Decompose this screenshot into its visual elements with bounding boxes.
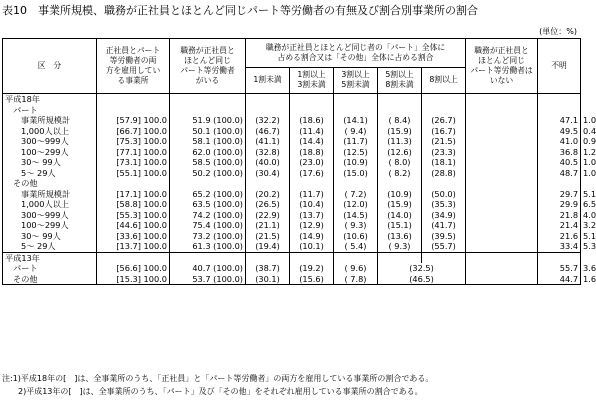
table-cell	[466, 136, 538, 147]
table-cell: 40.5	[538, 157, 581, 168]
header-none: 職務が正社員と ほとんど同じ パート等労働者は いない	[466, 39, 538, 94]
table-cell: 55.7	[538, 263, 581, 274]
header-sub-5: 8割以上	[422, 67, 466, 93]
table-cell: 65.2 (100.0)	[170, 189, 246, 200]
table-cell	[538, 178, 581, 189]
table-cell: (15.6)	[290, 274, 334, 285]
table-cell: (46.7)	[246, 126, 290, 137]
header-sub-4: 5割以上 8割未満	[378, 67, 422, 93]
table-cell: 75.4 (100.0)	[170, 220, 246, 231]
table-cell: ( 9.3)	[378, 241, 422, 252]
table-cell: (46.5)	[378, 274, 466, 285]
table-cell	[466, 94, 538, 105]
table-cell: 49.5	[538, 126, 581, 137]
row-label: パート	[3, 263, 97, 274]
table-cell	[170, 94, 246, 105]
table-cell: ( 7.2)	[334, 189, 378, 200]
table-cell: 51.9 (100.0)	[170, 115, 246, 126]
row-label: 100〜299人	[3, 147, 97, 158]
table-cell: 36.8	[538, 147, 581, 158]
table-cell	[170, 252, 246, 263]
table-row: 5〜 29人 [55.1] 100.0 50.2 (100.0) (30.4) (17.6) (15.0) ( 8.2) (28.8) 48.7 1.0	[3, 168, 581, 179]
table-cell: (11.7)	[290, 189, 334, 200]
table-cell: (23.3)	[422, 147, 466, 158]
table-cell: 44.7	[538, 274, 581, 285]
note-1: 注:1)平成18年の[ ]は、全事業所のうち、「正社員」と「パート等労働者」の両方を雇用している事業所の割合である。	[2, 374, 434, 383]
table-cell: 58.5 (100.0)	[170, 157, 246, 168]
table-cell: 40.7 (100.0)	[170, 263, 246, 274]
table-row	[3, 105, 581, 116]
table-cell: [75.3] 100.0	[97, 136, 170, 147]
table-cell	[466, 126, 538, 137]
table-cell	[422, 94, 466, 105]
row-label: 30〜 99人	[3, 157, 97, 168]
table-row: 30〜 99人 [73.1] 100.0 58.5 (100.0) (40.0) (23.0) (10.9) ( 8.0) (18.1) 40.5 1.0	[3, 157, 581, 168]
row-label: 5〜 29人	[3, 241, 97, 252]
table-cell: (50.0)	[422, 189, 466, 200]
table-cell	[246, 94, 290, 105]
table-cell: [44.6] 100.0	[97, 220, 170, 231]
table-cell: (21.1)	[246, 220, 290, 231]
table-cell: (41.7)	[422, 220, 466, 231]
table-cell: (34.9)	[422, 210, 466, 221]
table-cell: ( 5.4)	[334, 241, 378, 252]
row-label: 5〜 29人	[3, 168, 97, 179]
table-cell: (26.7)	[422, 115, 466, 126]
table-title: 表10 事業所規模、職務が正社員とほとんど同じパート等労働者の有無及び割合別事業所の割合	[2, 4, 478, 17]
table-row: 事業所規模計 [57.9] 100.0 51.9 (100.0) (32.2) (18.6) (14.1) ( 8.4) (26.7) 47.1 1.0	[3, 115, 581, 126]
table-cell: (16.7)	[422, 126, 466, 137]
table-cell	[466, 178, 538, 189]
table-cell	[170, 105, 246, 116]
table-row: 300〜999人 [55.3] 100.0 74.2 (100.0) (22.9) (13.7) (14.5) (14.0) (34.9) 21.8 4.0	[3, 210, 581, 221]
row-label: その他	[3, 178, 97, 189]
table-cell	[334, 178, 378, 189]
table-cell: (15.1)	[378, 220, 422, 231]
row-label: 300〜999人	[3, 136, 97, 147]
table-row: 100〜299人 [44.6] 100.0 75.4 (100.0) (21.1) (12.9) ( 9.3) (15.1) (41.7) 21.4 3.2	[3, 220, 581, 231]
table-cell: (41.1)	[246, 136, 290, 147]
table-cell: (14.9)	[290, 231, 334, 242]
header-unknown: 不明	[538, 39, 581, 94]
table-cell: (15.9)	[378, 199, 422, 210]
table-cell: (12.9)	[290, 220, 334, 231]
table-cell: 21.4	[538, 220, 581, 231]
table-cell: 41.0	[538, 136, 581, 147]
table-cell	[334, 105, 378, 116]
table-cell: (14.0)	[378, 210, 422, 221]
table-cell	[334, 94, 378, 105]
table-row: 1,000人以上 [66.7] 100.0 50.1 (100.0) (46.7) (11.4) ( 9.4) (15.9) (16.7) 49.5 0.4	[3, 126, 581, 137]
table-cell	[97, 105, 170, 116]
table-cell: (28.8)	[422, 168, 466, 179]
table-cell	[290, 178, 334, 189]
table-cell: (13.6)	[378, 231, 422, 242]
table-cell: ( 9.4)	[334, 126, 378, 137]
table-cell: (13.7)	[290, 210, 334, 221]
table-cell	[466, 231, 538, 242]
table-cell: (10.4)	[290, 199, 334, 210]
table-cell: 33.4	[538, 241, 581, 252]
table-cell	[466, 189, 538, 200]
table-row: 1,000人以上 [58.8] 100.0 63.5 (100.0) (26.5) (10.4) (12.0) (15.9) (35.3) 29.9 6.5	[3, 199, 581, 210]
table-cell: ( 8.2)	[378, 168, 422, 179]
table-cell	[422, 178, 466, 189]
table-cell: (15.9)	[378, 126, 422, 137]
table-cell: (19.4)	[246, 241, 290, 252]
table-cell: [17.1] 100.0	[97, 189, 170, 200]
table-cell: (30.4)	[246, 168, 290, 179]
table-cell: (12.5)	[334, 147, 378, 158]
table-cell	[97, 178, 170, 189]
table-cell: (17.6)	[290, 168, 334, 179]
table-cell	[97, 94, 170, 105]
row-label: 平成13年	[3, 252, 97, 263]
table-cell: (11.4)	[290, 126, 334, 137]
table-cell	[378, 105, 422, 116]
table-cell	[466, 199, 538, 210]
row-label: 事業所規模計	[3, 189, 97, 200]
table-cell: (19.2)	[290, 263, 334, 274]
row-label: パート	[3, 105, 97, 116]
table-cell: [33.6] 100.0	[97, 231, 170, 242]
notes	[2, 372, 433, 398]
table-cell: 47.1	[538, 115, 581, 126]
table-cell	[290, 105, 334, 116]
header-sub-3: 3割以上 5割未満	[334, 67, 378, 93]
table-row: その他 [15.3] 100.0 53.7 (100.0) (30.1) (15.6) ( 7.8) (46.5) 44.7 1.6	[3, 274, 581, 285]
table-cell	[290, 94, 334, 105]
table-cell	[538, 94, 581, 105]
table-cell: (39.5)	[422, 231, 466, 242]
table-cell	[466, 105, 538, 116]
table-cell: 29.9	[538, 199, 581, 210]
table-cell	[466, 115, 538, 126]
table-cell: [55.3] 100.0	[97, 210, 170, 221]
table-cell	[422, 252, 466, 263]
table-cell: (11.7)	[334, 136, 378, 147]
table-cell: (14.4)	[290, 136, 334, 147]
table-cell: (26.5)	[246, 199, 290, 210]
table-cell: (10.9)	[378, 189, 422, 200]
table-body	[3, 94, 596, 285]
row-label: 平成18年	[3, 94, 97, 105]
table-cell	[466, 241, 538, 252]
header-similar-exists: 職務が正社員と ほとんど同じ パート等労働者 がいる	[170, 39, 246, 94]
table-cell: (32.8)	[246, 147, 290, 158]
table-cell	[466, 210, 538, 221]
table-cell: [77.1] 100.0	[97, 147, 170, 158]
table-cell: (18.8)	[290, 147, 334, 158]
table-cell: [73.1] 100.0	[97, 157, 170, 168]
table-cell: (10.9)	[334, 157, 378, 168]
table-cell: (32.5)	[378, 263, 466, 274]
table-cell: [57.9] 100.0	[97, 115, 170, 126]
table-cell: [55.1] 100.0	[97, 168, 170, 179]
table-cell: 58.1 (100.0)	[170, 136, 246, 147]
table-cell: 61.3 (100.0)	[170, 241, 246, 252]
table-cell: 48.7	[538, 168, 581, 179]
table-cell	[422, 105, 466, 116]
table-cell	[538, 105, 581, 116]
table-cell: (11.3)	[378, 136, 422, 147]
row-label: 1,000人以上	[3, 199, 97, 210]
unit-label: (単位：%)	[539, 27, 577, 36]
table-cell: (18.1)	[422, 157, 466, 168]
table-cell	[246, 178, 290, 189]
table-cell: (30.1)	[246, 274, 290, 285]
table-cell: (18.6)	[290, 115, 334, 126]
header-ratio-group: 職務が正社員とほとんど同じ者の「パート」全体に 占める割合又は「その他」全体に占める割合	[246, 39, 466, 68]
table-cell: (22.9)	[246, 210, 290, 221]
table-cell: 63.5 (100.0)	[170, 199, 246, 210]
table-cell: 29.7	[538, 189, 581, 200]
data-table	[2, 38, 596, 285]
header-both-employed: 正社員とパート 等労働者の両 方を雇用してい る事業所	[97, 39, 170, 94]
row-label: 100〜299人	[3, 220, 97, 231]
row-label: 1,000人以上	[3, 126, 97, 137]
table-cell: (35.3)	[422, 199, 466, 210]
table-cell: (10.1)	[290, 241, 334, 252]
table-cell: (14.5)	[334, 210, 378, 221]
table-cell	[290, 252, 334, 263]
header-sub-1: 1割未満	[246, 67, 290, 93]
table-cell: (15.0)	[334, 168, 378, 179]
table-cell: (12.0)	[334, 199, 378, 210]
table-cell	[466, 274, 538, 285]
table-cell: 50.2 (100.0)	[170, 168, 246, 179]
table-cell: (10.6)	[334, 231, 378, 242]
table-cell	[466, 220, 538, 231]
table-cell: 21.8	[538, 210, 581, 221]
table-cell: (21.5)	[422, 136, 466, 147]
table-cell	[466, 252, 538, 263]
row-label: 事業所規模計	[3, 115, 97, 126]
table-cell	[378, 252, 422, 263]
table-cell: [66.7] 100.0	[97, 126, 170, 137]
table-cell: ( 8.0)	[378, 157, 422, 168]
table-cell: 53.7 (100.0)	[170, 274, 246, 285]
table-cell	[538, 252, 581, 263]
table-row: 300〜999人 [75.3] 100.0 58.1 (100.0) (41.1) (14.4) (11.7) (11.3) (21.5) 41.0 0.9	[3, 136, 581, 147]
table-cell: [56.6] 100.0	[97, 263, 170, 274]
table-cell: (14.1)	[334, 115, 378, 126]
header-kubun: 区 分	[3, 39, 97, 94]
table-cell: (12.6)	[378, 147, 422, 158]
table-cell: (40.0)	[246, 157, 290, 168]
table-cell	[466, 263, 538, 274]
note-2: 2)平成13年の[ ]は、全事業所のうち、「パート」及び「その他」をそれぞれ雇用している事業所の割合である。	[2, 387, 423, 396]
table-row: 30〜 99人 [33.6] 100.0 73.2 (100.0) (21.5) (14.9) (10.6) (13.6) (39.5) 21.6 5.1	[3, 231, 581, 242]
table-cell	[246, 252, 290, 263]
table-cell: (32.2)	[246, 115, 290, 126]
table-cell	[378, 178, 422, 189]
table-cell: [15.3] 100.0	[97, 274, 170, 285]
table-cell: [13.7] 100.0	[97, 241, 170, 252]
table-cell	[378, 94, 422, 105]
table-cell	[97, 252, 170, 263]
table-cell	[246, 105, 290, 116]
table-row: 事業所規模計 [17.1] 100.0 65.2 (100.0) (20.2) (11.7) ( 7.2) (10.9) (50.0) 29.7 5.1	[3, 189, 581, 200]
table-cell: ( 9.6)	[334, 263, 378, 274]
table-cell	[466, 147, 538, 158]
table-cell: ( 8.4)	[378, 115, 422, 126]
table-cell: (21.5)	[246, 231, 290, 242]
table-row	[3, 94, 581, 105]
table-row	[3, 178, 581, 189]
table-cell	[334, 252, 378, 263]
table-cell: 73.2 (100.0)	[170, 231, 246, 242]
table-row: 5〜 29人 [13.7] 100.0 61.3 (100.0) (19.4) (10.1) ( 5.4) ( 9.3) (55.7) 33.4 5.3	[3, 241, 581, 252]
row-label: 30〜 99人	[3, 231, 97, 242]
table-cell: [58.8] 100.0	[97, 199, 170, 210]
table-cell: ( 9.3)	[334, 220, 378, 231]
header-sub-2: 1割以上 3割未満	[290, 67, 334, 93]
table-cell: (38.7)	[246, 263, 290, 274]
row-label: 300〜999人	[3, 210, 97, 221]
table-cell: 21.6	[538, 231, 581, 242]
table-cell	[466, 157, 538, 168]
table-cell: (23.0)	[290, 157, 334, 168]
table-cell: (55.7)	[422, 241, 466, 252]
table-row: 100〜299人 [77.1] 100.0 62.0 (100.0) (32.8) (18.8) (12.5) (12.6) (23.3) 36.8 1.2	[3, 147, 581, 158]
table-row	[3, 252, 581, 263]
row-label: その他	[3, 274, 97, 285]
table-cell	[466, 168, 538, 179]
table-cell: ( 7.8)	[334, 274, 378, 285]
table-cell: (20.2)	[246, 189, 290, 200]
table-cell	[170, 178, 246, 189]
table-row: パート [56.6] 100.0 40.7 (100.0) (38.7) (19.2) ( 9.6) (32.5) 55.7 3.6	[3, 263, 581, 274]
table-cell: 50.1 (100.0)	[170, 126, 246, 137]
table-cell: 74.2 (100.0)	[170, 210, 246, 221]
table-cell: 62.0 (100.0)	[170, 147, 246, 158]
